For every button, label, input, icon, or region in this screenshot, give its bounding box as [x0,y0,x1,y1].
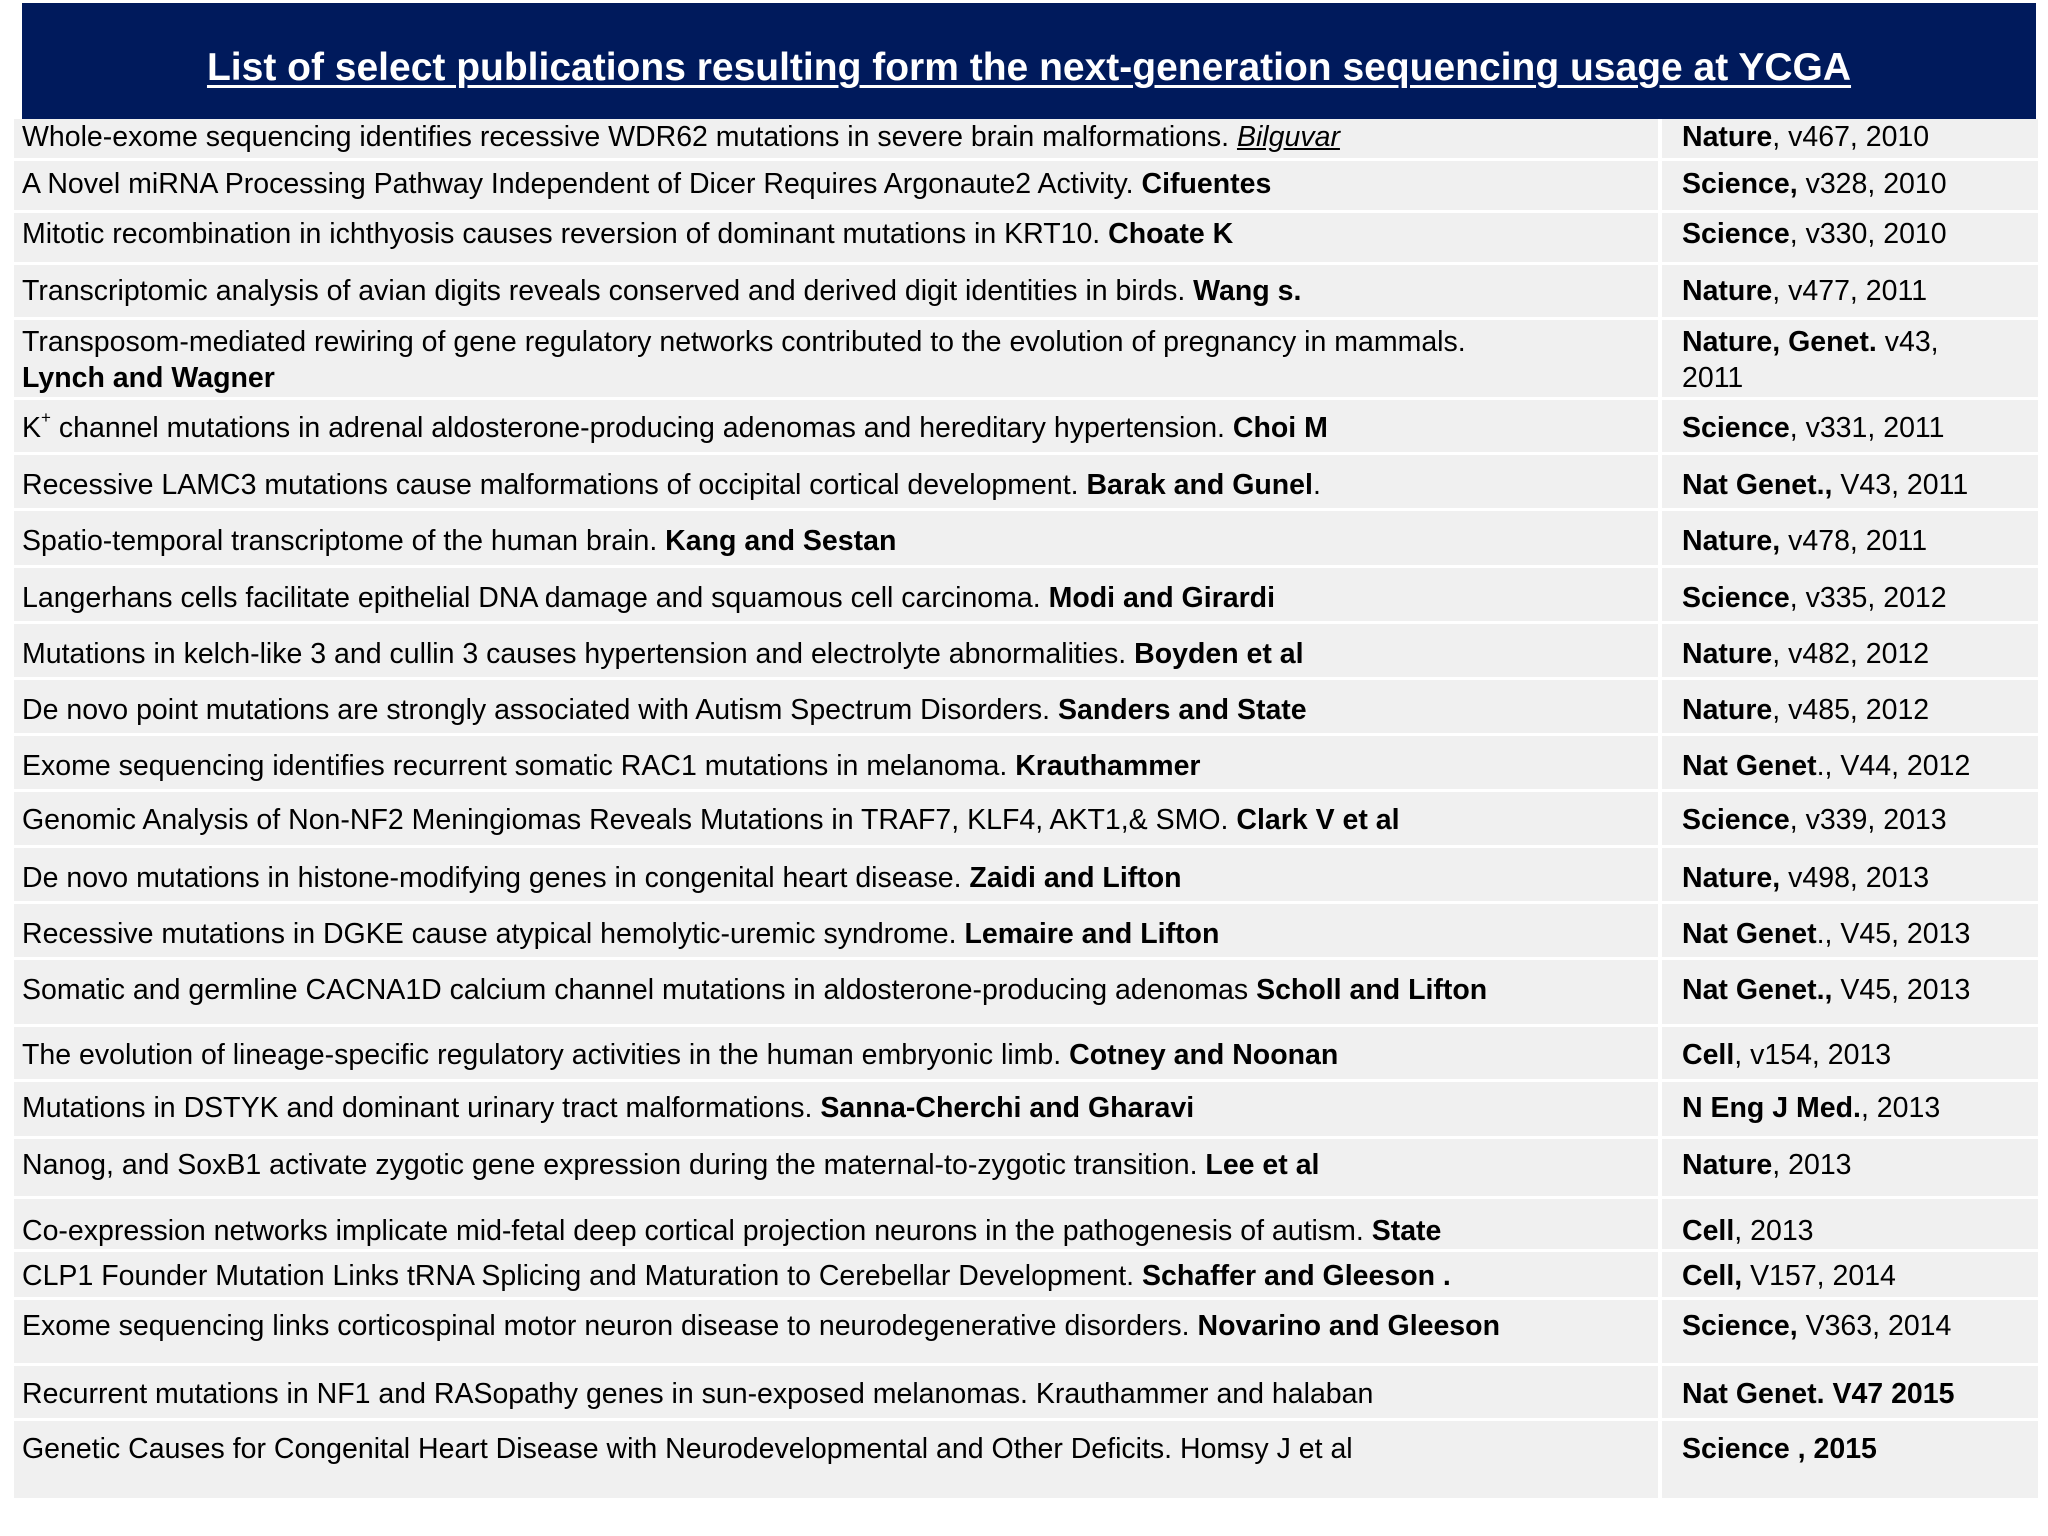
publication-journal: Science [1682,582,1790,614]
table-row [14,736,2038,792]
publication-journal: Science [1682,804,1790,836]
publication-journal-cell [1662,960,2038,1027]
publication-details: v498, 2013 [1780,862,1930,894]
publication-title: Genetic Causes for Congenital Heart Disease with Neurodevelopmental and Other Deficits. Homsy J et al [22,1433,1353,1465]
publication-title-cell [14,455,1662,511]
publication-author: State [1371,1215,1442,1247]
publication-title-cell [14,736,1662,792]
table-row [14,320,2038,400]
publication-details: , v331, 2011 [1789,412,1945,444]
table-row [14,1199,2038,1252]
table-row [14,960,2038,1027]
publication-journal: Nature [1682,638,1773,670]
publication-title: Exome sequencing links corticospinal motor neuron disease to neurodegenerative disorders. [22,1310,1198,1342]
publication-author: Schaffer and Gleeson . [1142,1260,1451,1292]
publication-journal: Cell, [1682,1260,1743,1292]
publication-title: Exome sequencing identifies recurrent somatic RAC1 mutations in melanoma. [22,750,1016,782]
publication-title: CLP1 Founder Mutation Links tRNA Splicing and Maturation to Cerebellar Development. [22,1260,1143,1292]
publication-journal-cell [1662,1252,2038,1300]
publication-journal-cell [1662,792,2038,848]
publication-title-cell [14,161,1662,213]
publication-title-cell [14,680,1662,736]
table-row [14,1082,2038,1139]
publication-title: A Novel miRNA Processing Pathway Independent of Dicer Requires Argonaute2 Activity. [22,168,1142,200]
table-row [14,1027,2038,1082]
publication-title-cell [14,119,1662,161]
publication-details: V157, 2014 [1742,1260,1896,1292]
publication-journal: Science , 2015 [1682,1433,1877,1465]
publication-title-cell [14,1300,1662,1366]
publication-author: Zaidi and Lifton [969,862,1182,894]
publication-journal-cell [1662,568,2038,624]
publication-details: V43, 2011 [1832,469,1969,501]
publication-journal: Nat Genet., [1682,974,1833,1006]
publication-journal-cell [1662,848,2038,904]
publication-title-cell [14,1421,1662,1501]
publication-journal: Nat Genet [1682,750,1817,782]
publication-journal: Nature [1682,694,1773,726]
publication-details: , v482, 2012 [1772,638,1930,670]
publication-journal: Science, [1682,168,1798,200]
publication-details: v43, 2011 [1682,326,1939,394]
publication-details: , 2013 [1772,1149,1852,1181]
publication-title: De novo mutations in histone-modifying genes in congenital heart disease. [22,862,970,894]
publication-title-cell [14,320,1662,400]
publication-author: Scholl and Lifton [1256,974,1488,1006]
publication-journal-cell [1662,680,2038,736]
publication-author: Modi and Girardi [1048,582,1276,614]
publication-title-cell [14,904,1662,960]
publication-journal-cell [1662,1421,2038,1501]
publication-title-cell [14,265,1662,320]
publication-separator: . [1221,121,1237,153]
publication-details: , v330, 2010 [1789,218,1947,250]
publication-author: Cotney and Noonan [1069,1039,1339,1071]
publication-author-suffix: . [1312,469,1321,501]
page-title: List of select publications resulting form the next-generation sequencing usage at YCGA [206,46,1852,89]
publication-details: , v485, 2012 [1772,694,1930,726]
publication-journal-cell [1662,320,2038,400]
publication-journal-cell [1662,511,2038,568]
publication-details: , v339, 2013 [1789,804,1947,836]
superscript-plus: + [41,408,51,427]
table-row [14,848,2038,904]
publication-title: Whole-exome sequencing identifies recessive WDR62 mutations in severe brain malformations [22,121,1222,153]
publication-details: V45, 2013 [1832,974,1971,1006]
table-row [14,624,2038,680]
table-row [14,904,2038,960]
publication-details: ., V44, 2012 [1816,750,1971,782]
table-row [14,568,2038,624]
publication-details: , v477, 2011 [1772,275,1928,307]
publication-details: , v467, 2010 [1772,121,1930,153]
publication-title-cell [14,568,1662,624]
publications-table [14,119,2038,1501]
table-row [14,1252,2038,1300]
publication-journal-cell [1662,213,2038,265]
publication-title-cell [14,1027,1662,1082]
publication-details: v328, 2010 [1797,168,1947,200]
publication-title: Somatic and germline CACNA1D calcium channel mutations in aldosterone-producing adenomas [22,974,1257,1006]
publication-title-cell [14,511,1662,568]
publication-journal-cell [1662,1300,2038,1366]
publication-journal: Nat Genet. V47 2015 [1682,1378,1955,1410]
publication-journal: Cell [1682,1215,1735,1247]
publication-title-prefix: K [22,412,42,444]
publication-author: Choi M [1232,412,1328,444]
publication-journal-cell [1662,1027,2038,1082]
publication-title-cell [14,213,1662,265]
publication-journal-cell [1662,624,2038,680]
publication-title-cell [14,1139,1662,1199]
publication-title: Recessive LAMC3 mutations cause malformations of occipital cortical development. [22,469,1087,501]
publication-journal: Nature, [1682,525,1781,557]
publication-title: Transposom-mediated rewiring of gene regulatory networks contributed to the evolution of pregnancy in mammals. [22,326,1466,358]
table-row [14,1139,2038,1199]
publication-journal: Nature, Genet. [1682,326,1877,358]
table-row [14,265,2038,320]
publication-details: ., V45, 2013 [1816,918,1971,950]
publication-journal: Cell [1682,1039,1735,1071]
publication-title-cell [14,1199,1662,1252]
table-row [14,680,2038,736]
publication-author: Cifuentes [1141,168,1272,200]
publication-title-cell [14,624,1662,680]
publication-journal: Nature [1682,275,1773,307]
publication-author: Barak and Gunel [1086,469,1313,501]
publication-title: The evolution of lineage-specific regulatory activities in the human embryonic limb. [22,1039,1070,1071]
table-row [14,400,2038,455]
publication-title: Co-expression networks implicate mid-fetal deep cortical projection neurons in the pathogenesis of autism. [22,1215,1372,1247]
publication-journal: Science, [1682,1310,1798,1342]
publication-title: Recessive mutations in DGKE cause atypical hemolytic-uremic syndrome. [22,918,965,950]
table-row [14,511,2038,568]
publication-title: Mutations in kelch-like 3 and cullin 3 causes hypertension and electrolyte abnormalities. [22,638,1135,670]
publication-journal: Nat Genet., [1682,469,1833,501]
publication-title-cell [14,1252,1662,1300]
publication-details: , 2013 [1734,1215,1814,1247]
publication-author: Lee et al [1205,1149,1320,1181]
publication-author: Boyden et al [1134,638,1304,670]
publication-details: v478, 2011 [1780,525,1928,557]
publication-journal: Nature [1682,121,1773,153]
table-row [14,119,2038,161]
publication-author: Wang s. [1193,275,1302,307]
publication-journal-cell [1662,736,2038,792]
publication-title-cell [14,1082,1662,1139]
publication-author: Lynch and Wagner [22,362,275,394]
publication-title-cell [14,792,1662,848]
publication-journal: Science [1682,412,1790,444]
table-row [14,161,2038,213]
publication-journal: N Eng J Med. [1682,1092,1861,1124]
publication-title: Recurrent mutations in NF1 and RASopathy genes in sun-exposed melanomas. Krauthammer and halaban [22,1378,1374,1410]
publication-details: , v154, 2013 [1734,1039,1892,1071]
publication-journal: Nature, [1682,862,1781,894]
publication-journal-cell [1662,904,2038,960]
publication-title: Mitotic recombination in ichthyosis causes reversion of dominant mutations in KRT10. [22,218,1109,250]
publication-details: V363, 2014 [1797,1310,1952,1342]
publication-title-cell [14,1366,1662,1421]
publication-title: Langerhans cells facilitate epithelial DNA damage and squamous cell carcinoma. [22,582,1049,614]
publication-title-cell [14,400,1662,455]
table-row [14,455,2038,511]
publication-title: Spatio-temporal transcriptome of the human brain. [22,525,666,557]
table-row [14,1300,2038,1366]
publication-author: Bilguvar [1236,121,1340,153]
publication-journal: Nat Genet [1682,918,1817,950]
table-row [14,792,2038,848]
table-row [14,213,2038,265]
publication-journal-cell [1662,1199,2038,1252]
publication-author: Krauthammer [1015,750,1201,782]
publication-journal: Nature [1682,1149,1773,1181]
publication-journal: Science [1682,218,1790,250]
publication-title: Genomic Analysis of Non-NF2 Meningiomas Reveals Mutations in TRAF7, KLF4, AKT1,& SMO. [22,804,1237,836]
publication-title: Mutations in DSTYK and dominant urinary tract malformations. [22,1092,821,1124]
publication-author: Kang and Sestan [665,525,897,557]
publication-author: Lemaire and Lifton [964,918,1220,950]
publication-journal-cell [1662,1139,2038,1199]
publication-title: Transcriptomic analysis of avian digits reveals conserved and derived digit identities in birds. [22,275,1194,307]
publication-author: Clark V et al [1236,804,1400,836]
publication-title: channel mutations in adrenal aldosterone-producing adenomas and hereditary hypertension. [50,412,1233,444]
publication-journal-cell [1662,161,2038,213]
publication-title-cell [14,960,1662,1027]
publication-journal-cell [1662,1082,2038,1139]
publication-details: , 2013 [1860,1092,1941,1124]
publication-details: , v335, 2012 [1789,582,1947,614]
publication-author: Sanna-Cherchi and Gharavi [820,1092,1195,1124]
publication-author: Sanders and State [1057,694,1307,726]
publication-author: Choate K [1108,218,1234,250]
table-row [14,1366,2038,1421]
publication-journal-cell [1662,455,2038,511]
publication-title: Nanog, and SoxB1 activate zygotic gene expression during the maternal-to-zygotic transition. [22,1149,1206,1181]
publication-journal-cell [1662,400,2038,455]
table-row [14,1421,2038,1501]
publication-journal-cell [1662,119,2038,161]
publication-journal-cell [1662,265,2038,320]
publication-title-cell [14,848,1662,904]
publication-title: De novo point mutations are strongly associated with Autism Spectrum Disorders. [22,694,1058,726]
publication-author: Novarino and Gleeson [1197,1310,1500,1342]
publication-journal-cell [1662,1366,2038,1421]
